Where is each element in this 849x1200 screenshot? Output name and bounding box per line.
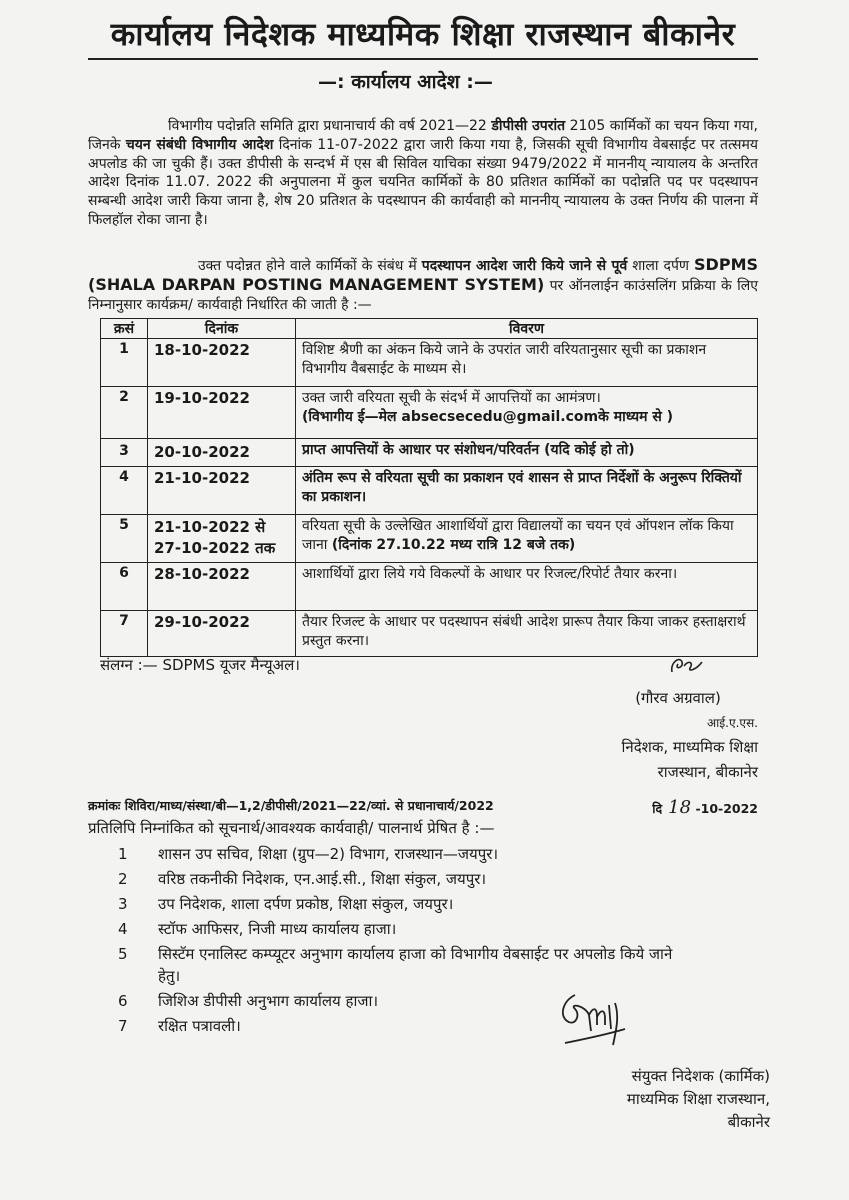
para2-text-1: उक्त पदोन्नत होने वाले कार्मिकों के संबंध में [198,258,422,274]
col-header-date: दिनांक [148,319,296,339]
row-desc-deadline: (दिनांक 27.10.22 मध्य रात्रि 12 बजे तक) [331,537,576,553]
item-text: उप निदेशक, शाला दर्पण प्रकोष्ठ, शिक्षा संकुल, जयपुर। [158,895,454,913]
item-text: जिशिअ डीपीसी अनुभाग कार्यालय हाजा। [158,992,379,1010]
reference-line [88,797,758,818]
joint-director-signature [555,985,640,1060]
row-description [296,439,758,467]
table-row [101,439,758,467]
schedule-table [100,318,758,657]
item-number: 1 [118,845,128,863]
copy-to-intro: प्रतिलिपि निम्नांकित को सूचनार्थ/आवश्यक कार्यवाही/ पालनार्थ प्रेषित है :— [88,819,495,837]
item-number: 5 [118,945,128,963]
row-date: 19-10-2022 [148,387,296,439]
director-signature [666,650,706,680]
joint-director-place: बीकानेर [727,1113,770,1131]
para1-bold-2: चयन संबंधी विभागीय आदेश [125,136,274,153]
para1-text-3: दिनांक 11-07-2022 द्वारा जारी किया गया है, जिसकी सूची विभागीय वेबसाईट पर तत्समय अपलोड की जा चुकी हैं। उक्त डीपीसी के सन्दर्भ में एस बी सिविल याचिका संख्या 9479/2022 में माननीय् न्यायालय के अन्तरित आदेश दिनांक 11.07. 2022 की अनुपालना में कुल चयनित कार्मिकों के 80 प्रतिशत कार्मिकों का पदोन्नति पद पर पदस्थापन सम्बन्धी आदेश जारी किया जाना है, शेष 20 प्रतिशत के पदस्थापन की कार्यवाही को माननीय् न्यायालय के उक्त निर्णय की पालना में फिलहॉल रोका जाना है। [88,136,758,228]
director-designation: निदेशक, माध्यमिक शिक्षा [621,738,758,756]
intro-paragraph [88,117,758,230]
row-sno: 3 [101,439,148,467]
para1-text-1: विभागीय पदोन्नति समिति द्वारा प्रधानाचार्य की वर्ष 2021—22 [168,118,492,134]
item-text: रक्षित पत्रावली। [158,1017,241,1035]
director-qualification: आई.ए.एस. [707,716,758,730]
row-description [296,387,758,439]
item-number: 6 [118,992,128,1010]
table-row [101,563,758,611]
list-item [118,868,758,890]
handwritten-day: 18 [668,797,692,818]
col-header-sno: क्रसं [101,319,148,339]
order-title: —: कार्यालय आदेश :— [318,71,493,93]
header-underline [88,58,758,60]
date-prefix: दि [652,801,663,816]
row-description [296,339,758,387]
row-desc-text: उक्त जारी वरियता सूची के संदर्भ में आपत्तियों का आमंत्रण। [302,390,601,406]
row-desc-text: आशार्थियों द्वारा लिये गये विकल्पों के आधार पर रिजल्ट/रिपोर्ट तैयार करना। [302,566,678,582]
item-text: वरिष्ठ तकनीकी निदेशक, एन.आई.सी., शिक्षा संकुल, जयपुर। [158,870,487,888]
director-name: (गौरव अग्रवाल) [635,689,721,707]
list-item [118,843,758,865]
row-description [296,467,758,515]
para2-text-3: पर ऑनलाईन काउंसलिंग प्रक्रिया के लिए निम्नानुसार कार्यक्रम/ कार्यवाही निर्धारित की जाती है :— [88,277,759,313]
row-desc-email: (विभागीय ई—मेल absecsecedu@gmail.comके माध्यम से ) [302,409,674,425]
para2-bold-1: पदस्थापन आदेश जारी किये जाने से पूर्व [421,258,628,274]
row-desc-text: वरियता सूची के उल्लेखित आशार्थियों द्वारा विद्यालयों का चयन एवं ऑपशन लॉक किया जाना [302,518,734,553]
para1-bold-1: डीपीसी उपरांत [491,118,566,134]
table-row [101,467,758,515]
row-date: 29-10-2022 [148,611,296,657]
row-sno: 1 [101,339,148,387]
row-desc-text: विशिष्ट श्रैणी का अंकन किये जाने के उपरांत जारी वरियतानुसार सूची का प्रकाशन विभागीय वैबसाईट के माध्यम से। [302,342,707,377]
list-item [118,1015,758,1037]
date-suffix: -10-2022 [695,801,758,816]
row-desc-bold: अंतिम रूप से वरियता सूची का प्रकाशन एवं शासन से प्राप्त निर्देशों के अनुरूप रिक्तियों का प्रकाशन। [302,470,742,505]
joint-director-org: माध्यमिक शिक्षा राजस्थान, [626,1090,770,1108]
row-sno: 2 [101,387,148,439]
row-description [296,563,758,611]
schedule-paragraph [88,256,758,314]
row-date: 20-10-2022 [148,439,296,467]
joint-director-designation: संयुक्त निदेशक (कार्मिक) [631,1067,770,1085]
row-date: 21-10-2022 [148,467,296,515]
table-row [101,515,758,563]
list-item [118,990,758,1012]
row-date: 21-10-2022 से 27-10-2022 तक [148,515,296,563]
table-row [101,611,758,657]
row-desc-bold: प्राप्त आपत्तियों के आधार पर संशोधन/परिवर्तन (यदि कोई हो तो) [302,442,635,458]
para2-text-2: शाला दर्पण [627,258,695,274]
list-item [118,893,758,915]
row-date: 28-10-2022 [148,563,296,611]
reference-number: क्रमांकः शिविरा/माध्य/संस्था/बी—1,2/डीपीसी/2021—22/व्यां. से प्रधानाचार्य/2022 [88,798,494,813]
item-number: 3 [118,895,128,913]
list-item [118,918,758,940]
table-row [101,387,758,439]
row-sno: 7 [101,611,148,657]
sdpms-title: SDPMS (SHALA DARPAN POSTING MANAGEMENT SYSTEM) [88,255,759,294]
row-date: 18-10-2022 [148,339,296,387]
office-header: कार्यालय निदेशक माध्यमिक शिक्षा राजस्थान बीकानेर [110,15,736,53]
item-number: 4 [118,920,128,938]
director-place: राजस्थान, बीकानेर [657,763,758,781]
item-text: सिस्टॅम एनालिस्ट कम्प्यूटर अनुभाग कार्यालय हाजा को विभागीय वेबसाईट पर अपलोड किये जाने हेतु। [158,945,673,985]
col-header-description: विवरण [296,319,758,339]
item-text: स्टॉफ आफिसर, निजी माध्य कार्यालय हाजा। [158,920,397,938]
table-header-row [101,319,758,339]
row-sno: 4 [101,467,148,515]
item-number: 7 [118,1017,128,1035]
row-sno: 6 [101,563,148,611]
para1-text-2: 2105 कार्मिकों का चयन किया गया, जिनके [88,118,758,153]
row-desc-text: तैयार रिजल्ट के आधार पर पदस्थापन संबंधी आदेश प्रारूप तैयार किया जाकर हस्ताक्षरार्थ प्रस्तुत करना। [302,614,746,649]
row-description [296,515,758,563]
attachment-note: संलग्न :— SDPMS यूजर मैन्यूअल। [100,656,300,674]
item-number: 2 [118,870,128,888]
reference-date [652,797,758,818]
joint-director-block [520,1065,770,1134]
row-sno: 5 [101,515,148,563]
item-text: शासन उप सचिव, शिक्षा (ग्रुप—2) विभाग, राजस्थान—जयपुर। [158,845,499,863]
table-row [101,339,758,387]
copy-to-list [118,843,758,1040]
list-item [118,943,758,987]
